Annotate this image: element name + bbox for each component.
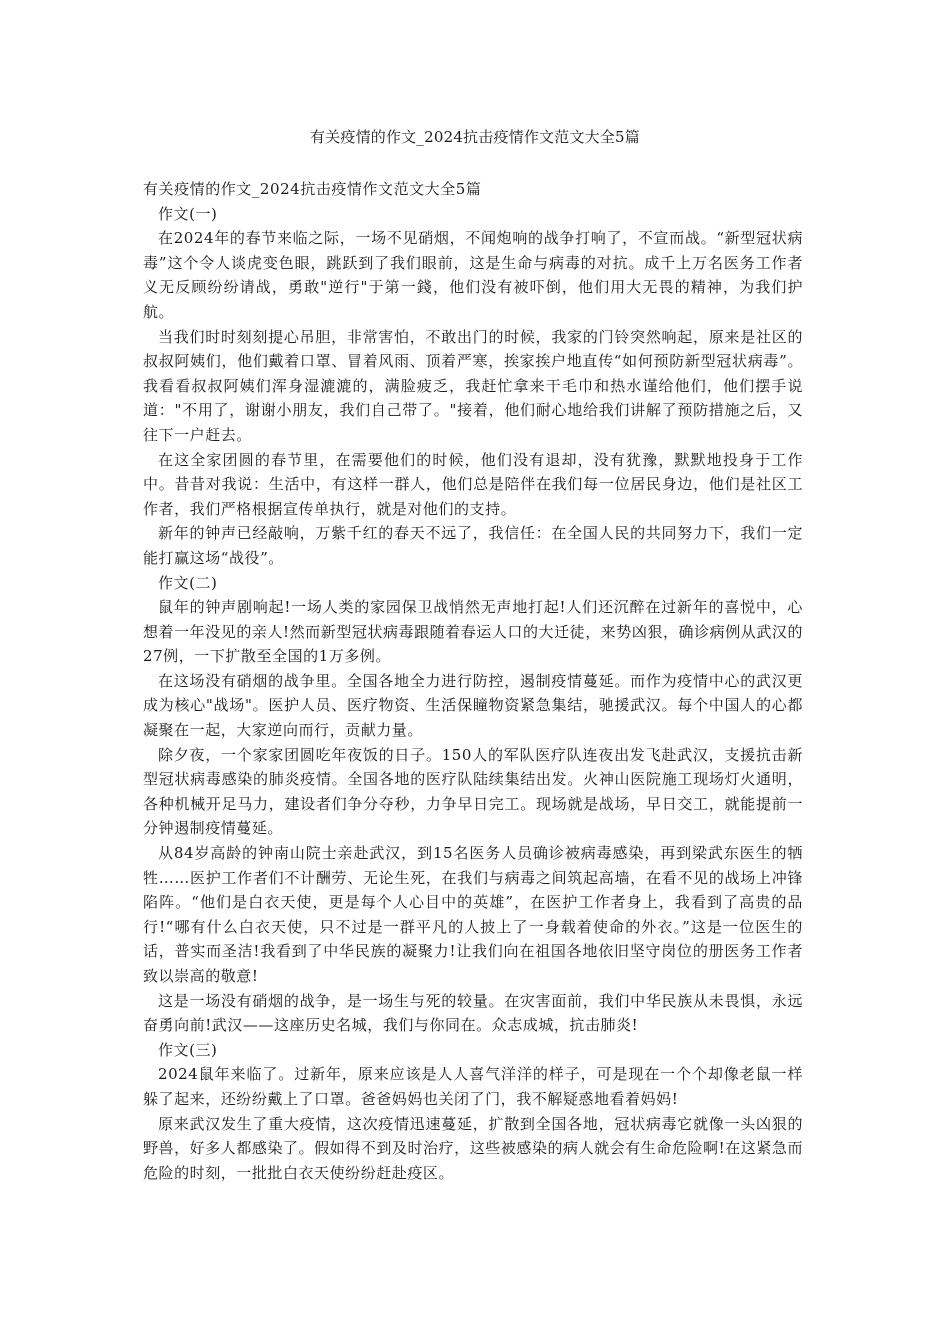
document-title: 有关疫情的作文_2024抗击疫情作文范文大全5篇 <box>143 180 482 198</box>
section-heading-3: 作文(三) <box>158 1040 218 1059</box>
paragraph: 鼠年的钟声剧响起!一场人类的家园保卫战悄然无声地打起!人们还沉醉在过新年的喜悦中，心想着一年没见的亲人!然而新型冠状病毒跟随着春运人口的大迁徒，来势凶狠，确诊病例从武汉的27例，一下扩散至全国的1万多例。 <box>143 598 803 666</box>
paragraph: 在这场没有硝烟的战争里。全国各地全力进行防控，遏制疫情蔓延。而作为疫情中心的武汉更成为核心"战场"。医护人员、医疗物资、生活保瞳物资紧急集结，驰援武汉。每个中国人的心都凝聚在一起，大家逆向而行，贡献力量。 <box>143 671 803 740</box>
page-header-title: 有关疫情的作文_2024抗击疫情作文范文大全5篇 <box>309 128 641 146</box>
document-body <box>143 177 803 1185</box>
paragraph: 新年的钟声已经敲响，万紫千红的春天不远了，我信任：在全国人民的共同努力下，我们一定能打赢这场“战役”。 <box>143 524 803 567</box>
paragraph: 在这全家团圆的春节里，在需要他们的时候，他们没有退却，没有犹豫，默默地投身于工作中。昔昔对我说：生活中，有这样一群人，他们总是陪伴在我们每一位居民身边，他们是社区工作者，我们严格根据宣传单执行，就是对他们的支持。 <box>143 450 803 518</box>
paragraph: 2024鼠年来临了。过新年，原来应该是人人喜气洋洋的样子，可是现在一个个却像老鼠一样躲了起来，还纷纷戴上了口罩。爸爸妈妈也关闭了门，我不解疑惑地看着妈妈! <box>143 1065 803 1108</box>
paragraph: 除夕夜，一个家家团圆吃年夜饭的日子。150人的军队医疗队连夜出发飞赴武汉，支援抗击新型冠状病毒感染的肺炎疫情。全国各地的医疗队陆续集结出发。火神山医院施工现场灯火通明，各种机械开足马力，建设者们争分夺秒，力争早日完工。现场就是战场，早日交工，就能提前一分钟遏制疫情蔓延。 <box>143 745 803 838</box>
section-heading-2: 作文(二) <box>158 573 218 592</box>
paragraph: 在2024年的春节来临之际，一场不见硝烟，不闻炮响的战争打响了，不宣而战。“新型冠状病毒”这个令人谈虎变色眼，跳跃到了我们眼前，这是生命与病毒的对抗。成千上万名医务工作者义无反顾纷纷请战，勇敢"逆行"于第一錢，他们没有被吓倒，他们用大无畏的精神，为我们护航。 <box>143 229 803 321</box>
paragraph: 从84岁高龄的钟南山院士亲赴武汉，到15名医务人员确诊被病毒感染，再到梁武东医生的牺牲……医护工作者们不计酬劳、无论生死，在我们与病毒之间筑起高墙，在看不见的战场上冲锋陷阵。“他们是白衣天使，更是每个人心目中的英雄”，在医护工作者身上，我看到了高贵的品行!“哪有什么白衣天使，只不过是一群平凡的人披上了一身载着使命的外衣。”这是一位医生的话，普实而圣洁!我看到了中华民族的凝聚力!让我们向在祖国各地依旧坚守岗位的册医务工作者致以崇高的敬意! <box>143 844 803 985</box>
paragraph: 这是一场没有硝烟的战争，是一场生与死的较量。在灾害面前，我们中华民族从未畏惧，永远奋勇向前!武汉——这座历史名城，我们与你同在。众志成城，抗击肺炎! <box>143 991 803 1035</box>
section-heading-1: 作文(一) <box>158 204 218 223</box>
paragraph: 当我们时时刻刻提心吊胆，非常害怕，不敢出门的时候，我家的门铃突然响起，原来是社区的叔叔阿姨们，他们戴着口罩、冒着风雨、顶着严寒，挨家挨户地直传“如何预防新型冠状病毒”。我看看叔叔阿姨们浑身湿漉漉的，满脸疲乏，我赶忙拿来干毛巾和热水谨给他们，他们摆手说道："不用了，谢谢小朋友，我们自己带了。"接着，他们耐心地给我们讲解了预防措施之后，又往下一户赶去。 <box>143 327 803 444</box>
paragraph: 原来武汉发生了重大疫情，这次疫情迅速蔓延，扩散到全国各地，冠状病毒它就像一头凶狠的野兽，好多人都感染了。假如得不到及时治疗，这些被感染的病人就会有生命危险啊!在这紧急而危险的时刻，一批批白衣天使纷纷赶赴疫区。 <box>143 1114 803 1182</box>
